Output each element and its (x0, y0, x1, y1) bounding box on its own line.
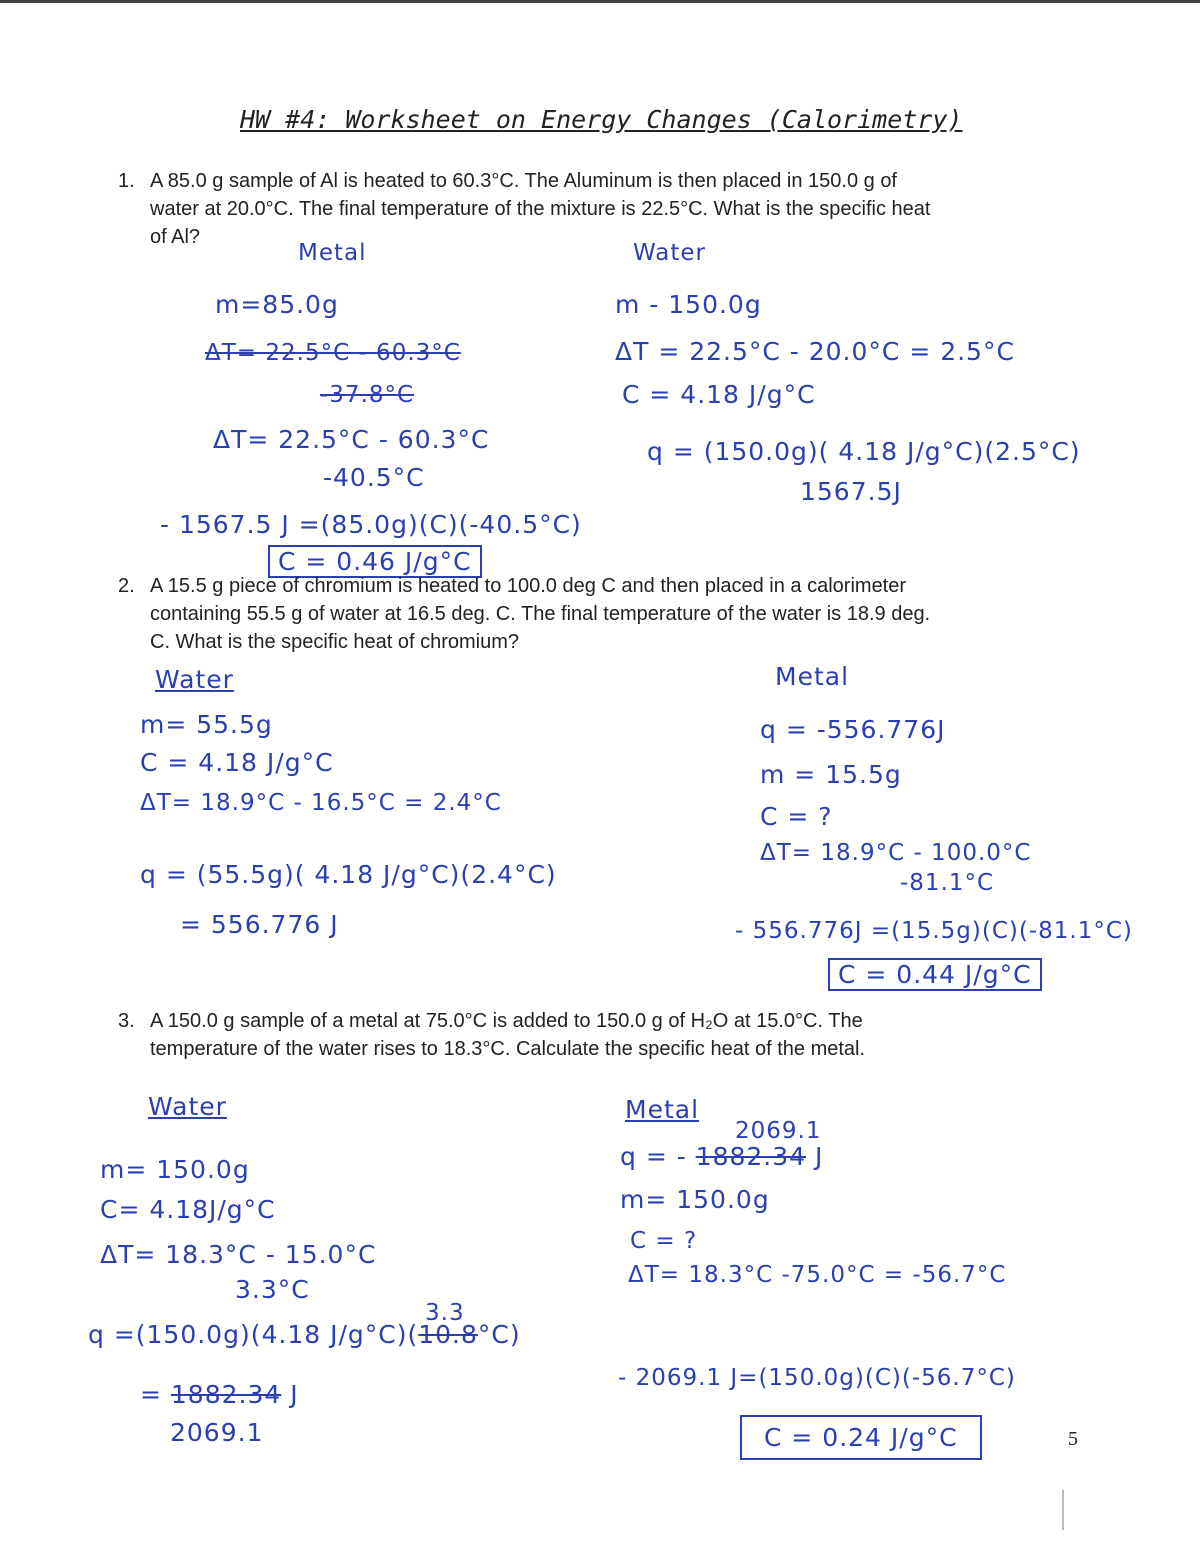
crossed-out-work: 10.8 (418, 1320, 478, 1349)
hw-specific-heat: C = ? (630, 1228, 698, 1254)
hw-correction: 2069.1 (735, 1118, 822, 1144)
hw-correction: 3.3 (425, 1300, 465, 1326)
hw-heat (620, 1142, 823, 1171)
crossed-out-work: ΔT= 22.5°C - 60.3°C (205, 340, 461, 366)
hw-heat-equation: q = (150.0g)( 4.18 J/g°C)(2.5°C) (647, 437, 1081, 466)
hw-heat-result (140, 1380, 299, 1409)
hw-delta-t: ΔT= 18.3°C - 15.0°C (100, 1240, 377, 1269)
question-text-line: water at 20.0°C. The final temperature of the mixture is 22.5°C. What is the specific heat (150, 198, 931, 220)
hw-solve-equation: - 556.776J =(15.5g)(C)(-81.1°C) (735, 918, 1133, 944)
hw-delta-t: ΔT= 22.5°C - 60.3°C (213, 425, 490, 454)
question-text-line: temperature of the water rises to 18.3°C. Calculate the specific heat of the metal. (150, 1038, 866, 1060)
answer-box: C = 0.24 J/g°C (740, 1415, 982, 1460)
hw-heat: q = -556.776J (760, 715, 946, 744)
hw-heat-result-end: J (281, 1380, 299, 1409)
hw-delta-t: ΔT = 22.5°C - 20.0°C = 2.5°C (615, 337, 1015, 366)
question-number: 1. (118, 170, 135, 192)
hw-delta-t: ΔT= 18.9°C - 100.0°C (760, 840, 1032, 866)
question-text-line: A 85.0 g sample of Al is heated to 60.3°C. The Aluminum is then placed in 150.0 g of (150, 170, 897, 192)
hw-mass: m= 55.5g (140, 710, 273, 739)
question-text-line: A 150.0 g sample of a metal at 75.0°C is added to 150.0 g of H₂O at 15.0°C. The (150, 1010, 863, 1032)
hw-mass: m - 150.0g (615, 290, 762, 319)
page-number: 5 (1068, 1428, 1078, 1450)
water-label: Water (148, 1092, 227, 1121)
crossed-out-work: 1882.34 (170, 1380, 282, 1409)
answer-box: C = 0.44 J/g°C (828, 958, 1042, 991)
question-text-line: containing 55.5 g of water at 16.5 deg. C. The final temperature of the water is 18.9 deg. (150, 603, 931, 625)
answer-box: C = 0.46 J/g°C (268, 545, 482, 578)
hw-heat-start: q = - (620, 1142, 696, 1171)
question-number: 2. (118, 575, 135, 597)
hw-mass: m= 150.0g (620, 1185, 770, 1214)
hw-specific-heat: C = ? (760, 802, 833, 831)
worksheet-title: HW #4: Worksheet on Energy Changes (Calorimetry) (240, 105, 963, 134)
hw-specific-heat: C = 4.18 J/g°C (622, 380, 816, 409)
hw-mass: m=85.0g (215, 290, 339, 319)
question-2 (118, 572, 931, 656)
metal-label: Metal (625, 1095, 700, 1124)
crossed-out-work: 1882.34 (695, 1142, 807, 1171)
question-3 (118, 1007, 866, 1063)
metal-label: Metal (298, 240, 367, 266)
question-1 (118, 167, 931, 251)
hw-solve-equation: - 1567.5 J =(85.0g)(C)(-40.5°C) (160, 510, 582, 539)
hw-specific-heat: C= 4.18J/g°C (100, 1195, 276, 1224)
question-text-line: A 15.5 g piece of chromium is heated to 100.0 deg C and then placed in a calorimeter (150, 575, 907, 597)
hw-specific-heat: C = 4.18 J/g°C (140, 748, 334, 777)
hw-heat-result: 1567.5J (800, 477, 902, 506)
hw-delta-t-result: -40.5°C (323, 463, 425, 492)
hw-heat-equation: q = (55.5g)( 4.18 J/g°C)(2.4°C) (140, 860, 557, 889)
question-text-line: of Al? (150, 226, 201, 248)
hw-heat-equation-start: q =(150.0g)(4.18 J/g°C)( (88, 1320, 419, 1349)
hw-correction: 2069.1 (170, 1418, 264, 1447)
hw-delta-t-result: -81.1°C (900, 870, 995, 896)
hw-delta-t: ΔT= 18.9°C - 16.5°C = 2.4°C (140, 790, 502, 816)
hw-delta-t: ΔT= 18.3°C -75.0°C = -56.7°C (628, 1262, 1007, 1288)
hw-mass: m = 15.5g (760, 760, 902, 789)
hw-delta-t-result: 3.3°C (235, 1275, 310, 1304)
hw-heat-result: = 556.776 J (180, 910, 339, 939)
hw-mass: m= 150.0g (100, 1155, 250, 1184)
question-text-line: C. What is the specific heat of chromium? (150, 631, 520, 653)
hw-heat-equation-end: °C) (477, 1320, 521, 1349)
metal-label: Metal (775, 662, 850, 691)
hw-solve-equation: - 2069.1 J=(150.0g)(C)(-56.7°C) (618, 1365, 1016, 1391)
hw-heat-equation (88, 1320, 521, 1349)
hw-heat-result-start: = (140, 1380, 171, 1409)
question-number: 3. (118, 1010, 135, 1032)
crossed-out-work: -37.8°C (320, 382, 415, 408)
water-label: Water (633, 240, 706, 266)
hw-heat-end: J (806, 1142, 824, 1171)
margin-mark (1062, 1490, 1064, 1530)
scan-top-edge (0, 0, 1200, 3)
water-label: Water (155, 665, 234, 694)
